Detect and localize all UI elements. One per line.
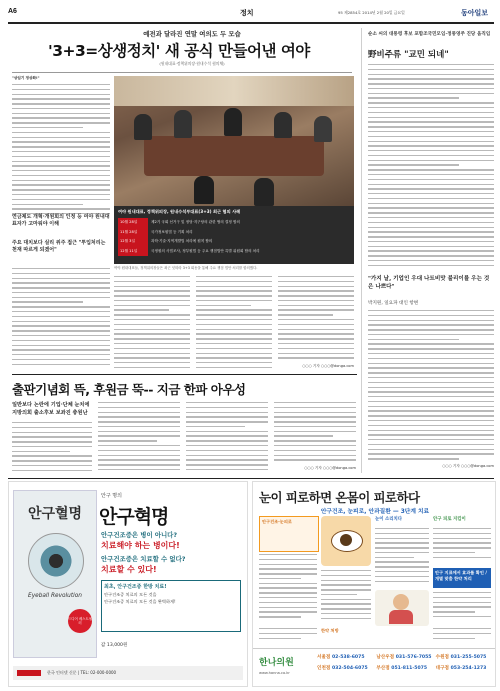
clinic-box-2: 눈이 소리치다 [375, 517, 402, 522]
caption-row: 12월 11일 국정원의 사법조사, 정부원법 등 주요 쟁점법안 특별 위원회 합의 처리 [118, 247, 350, 257]
right-body-2 [368, 310, 494, 462]
caption-row: 12월 3일 과학·기술·지역개발법 처리에 원칙 합의 [118, 237, 350, 247]
section-rule [12, 374, 357, 375]
book-a2: 치료할 수 있다! [101, 565, 157, 574]
book-ad-footer: 한국 인터넷 신문 | TEL: 02-000-0000 [13, 666, 243, 680]
clinic-text-1 [259, 554, 317, 624]
second-body-col2 [98, 402, 180, 474]
clinic-text-2 [321, 570, 371, 626]
branch-item: 수원점 031-255-5075 [435, 655, 487, 660]
book-ad [8, 481, 248, 687]
clinic-box-1: 안구건조·눈피로 [259, 516, 319, 552]
book-promo-box: 최초, 안구건조증 한방 치료! 안구건조증 치료의 모든 것을 안구건조증 치료의 모든 것을 완벽하게! [101, 580, 241, 632]
second-body-col4 [274, 402, 356, 466]
clinic-text-4 [433, 528, 491, 566]
right-mid-sub: 박지원, 일요파 대인 항변 [368, 301, 419, 306]
meeting-photo [114, 76, 354, 206]
date-info: 95 제2854호 2014년 2월 20일 금요일 [338, 10, 405, 15]
clinic-ad [252, 481, 496, 687]
book-q1: 안구건조증은 병이 아니다? [101, 531, 178, 539]
book-eng-title: Eyeball Revolution [28, 593, 82, 599]
main-reporter: ○○○ 기자 ○○○@donga.com [302, 364, 354, 368]
bestseller-stamp: 드디어 베스트셀러 [68, 609, 92, 633]
book-q2: 안구건조증은 치료할 수 없다? [101, 555, 186, 563]
clinic-brand: 한나의원 [259, 658, 294, 668]
clinic-subhead: 안구건조, 눈피로, 안과질환 — 3단계 치료 [320, 509, 430, 515]
clinic-box-3: 안구 피로 지킴이 [433, 517, 466, 522]
right-kicker: 순소 씨의 대통령 후보 포함조국민모임·정통영주 진당 움직임 [368, 32, 491, 37]
clinic-text-5 [433, 592, 491, 626]
clinic-blue-label: 안구 지료에서 효과를 확인 / 개별 맞춤 한약 처리 [433, 568, 491, 588]
eyeball-icon [28, 533, 84, 589]
right-reporter: ○○○ 기자 ○○○@donga.com [442, 464, 494, 468]
book-promo-tag: 안구 명의 [101, 493, 122, 499]
woman-illustration [375, 590, 429, 626]
publisher-logo-icon [17, 670, 41, 676]
section-title: 정치 [240, 9, 254, 17]
right-headline: 野비주류 "교민 되네" [368, 50, 449, 60]
branch-item: 대구점 053-254-1273 [435, 666, 487, 671]
second-subhead-1: 일반보다 논란에 기업·단체 눈치에 [12, 402, 90, 408]
clinic-text-7 [433, 628, 491, 644]
main-byline: (원내대표·정책위의장·원내수석 협의체) [159, 61, 225, 66]
header-rule [8, 22, 494, 24]
book-cover [13, 490, 97, 658]
right-body-1 [368, 64, 494, 270]
clinic-branches [317, 654, 493, 671]
branch-item: 인천점 032-504-6075 [317, 666, 368, 671]
clinic-url: www.hanna.co.kr [259, 671, 290, 675]
second-body-col1 [12, 422, 92, 474]
caption-row: 10월 28일 제2기 국회 선거구 및 정당·지구당의 관한 협의 결정 합의 [118, 218, 350, 228]
caption-title: 여야 원내대표, 정책위의장, 원내수석부대표(3+3) 최근 협의 사례 [118, 209, 241, 214]
caption-row: 11월 28일 국가정보원법 등 기획 처리 [118, 228, 350, 238]
clinic-box-4: 한약 처방 [321, 628, 339, 633]
book-a1: 치료해야 하는 병이다! [101, 541, 180, 550]
second-headline: 출판기념회 뜩, 후원금 뚝-- 지금 한파 아우성 [12, 382, 246, 397]
second-body-col3 [186, 402, 268, 474]
page-number: A6 [8, 8, 17, 15]
eye-illustration-icon [321, 516, 371, 566]
second-subhead-2: 지방의회 출소후보 보좌진 충원난 [12, 410, 88, 416]
main-body-col4 [278, 276, 354, 362]
photo-caption: 여야 원내대표들, 정책위의장들은 최근 잇따라 3+3 회동을 통해 주요 쟁점 법안 처리를 합의했다. [114, 266, 258, 270]
main-body-col3 [196, 276, 272, 370]
main-body-col1b [12, 268, 110, 368]
lead-quote: "상임기 정상화!" [12, 76, 40, 80]
main-body-col2 [114, 276, 190, 370]
masthead-logo: 동아일보 [461, 8, 489, 17]
column-divider [361, 28, 362, 473]
book-title: 안구혁명 [99, 506, 169, 528]
clinic-footer [253, 648, 495, 687]
branch-item: 서울점 02-538-6075 [317, 655, 365, 660]
caption-table [118, 218, 350, 256]
main-headline: '3+3=상생정치' 새 공식 만들어낸 여야 [48, 42, 310, 60]
right-mid-headline: "가지 날, 기업인 우대 나트비맛 불리이를 우는 것은 나쁘다" [368, 276, 490, 290]
main-subhead-1: 연금제도 개혁·개원회의 인정 등 여야 원내대표자가 고마워야 이해 [12, 214, 110, 227]
clinic-text-3 [375, 528, 429, 588]
clinic-headline: 눈이 피로하면 온몸이 피로하다 [259, 490, 420, 505]
page-header [8, 6, 494, 20]
main-subhead-2: 주요 대치보다 실리 위주 접근 "투입처리는 천재 따르게 되겠어" [12, 240, 106, 253]
book-price: 값 13,000원 [101, 643, 128, 648]
main-subrule [12, 72, 352, 73]
caption-box [114, 206, 354, 264]
second-reporter: ○○○ 기자 ○○○@donga.com [304, 466, 356, 470]
branch-item: 부산점 051-811-5075 [376, 666, 428, 671]
ad-rule [8, 478, 494, 479]
book-cover-title: 안구혈명 [27, 506, 83, 522]
branch-item: 남산우점 031-576-7055 [376, 655, 432, 660]
main-body-col1 [12, 84, 110, 214]
clinic-text-6 [259, 628, 317, 644]
main-kicker: 예전과 달라진 연말 여의도 두 모습 [143, 30, 241, 38]
